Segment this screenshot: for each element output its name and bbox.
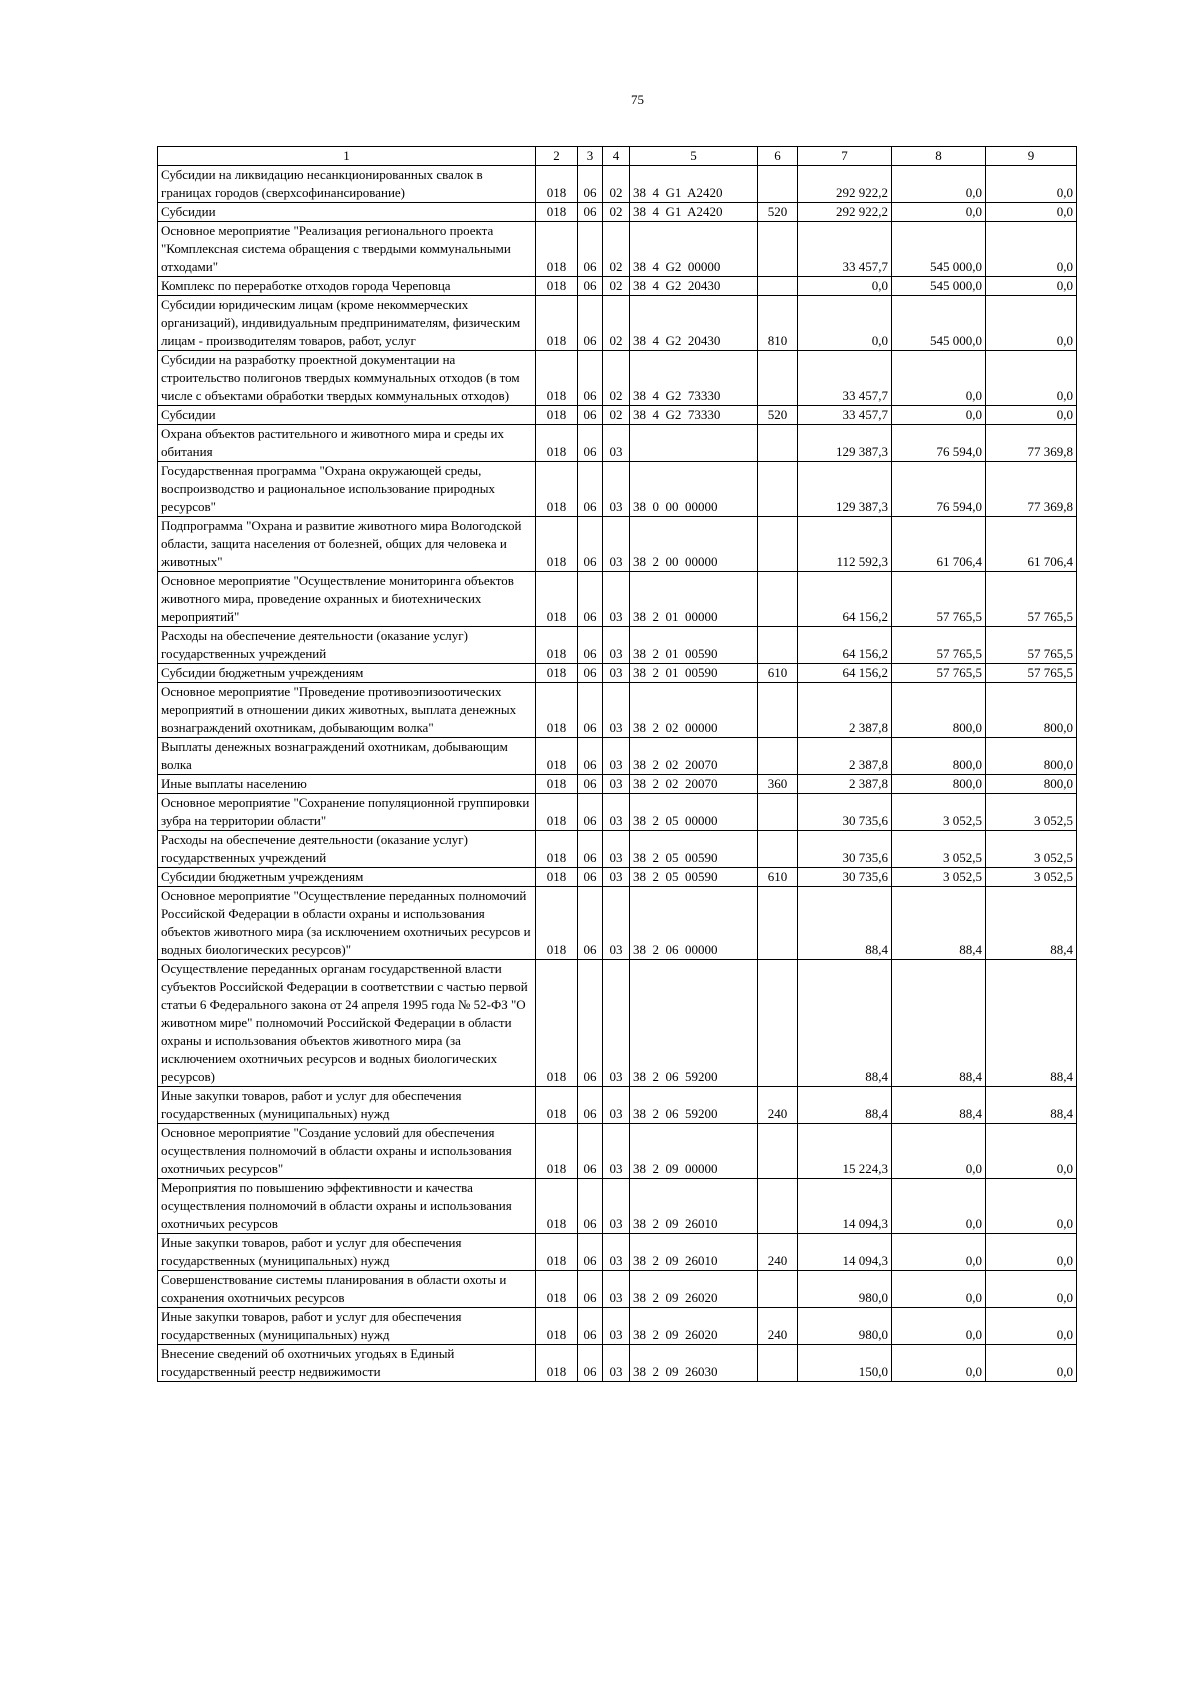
amount-year3-cell: 800,0 — [986, 683, 1077, 738]
target-article-cell: 38 2 05 00590 — [630, 868, 758, 887]
target-article-cell: 38 2 09 00000 — [630, 1124, 758, 1179]
admin-code-cell: 018 — [536, 794, 578, 831]
target-article-cell: 38 2 02 00000 — [630, 683, 758, 738]
target-article-cell: 38 2 09 26020 — [630, 1271, 758, 1308]
table-row — [158, 775, 1077, 794]
header-cell: 8 — [892, 147, 986, 166]
amount-year1-cell: 0,0 — [798, 277, 892, 296]
table-body — [158, 166, 1077, 1382]
row-name-cell: Совершенствование системы планирования в области охоты и сохранения охотничьих ресурсов — [158, 1271, 536, 1308]
subsection-code-cell: 03 — [603, 1124, 630, 1179]
section-code-cell: 06 — [578, 794, 603, 831]
target-article-cell: 38 2 01 00000 — [630, 572, 758, 627]
amount-year3-cell: 88,4 — [986, 960, 1077, 1087]
section-code-cell: 06 — [578, 1308, 603, 1345]
row-name-cell: Иные выплаты населению — [158, 775, 536, 794]
amount-year2-cell: 0,0 — [892, 406, 986, 425]
amount-year1-cell: 129 387,3 — [798, 462, 892, 517]
table-row — [158, 166, 1077, 203]
section-code-cell: 06 — [578, 1271, 603, 1308]
table-row — [158, 351, 1077, 406]
section-code-cell: 06 — [578, 887, 603, 960]
section-code-cell: 06 — [578, 664, 603, 683]
amount-year1-cell: 2 387,8 — [798, 738, 892, 775]
table-row — [158, 868, 1077, 887]
admin-code-cell: 018 — [536, 277, 578, 296]
amount-year1-cell: 64 156,2 — [798, 627, 892, 664]
subsection-code-cell: 03 — [603, 1345, 630, 1382]
target-article-cell: 38 4 G1 A2420 — [630, 203, 758, 222]
section-code-cell: 06 — [578, 683, 603, 738]
expense-type-cell: 240 — [758, 1234, 798, 1271]
section-code-cell: 06 — [578, 627, 603, 664]
amount-year3-cell: 0,0 — [986, 1124, 1077, 1179]
expense-type-cell — [758, 462, 798, 517]
amount-year1-cell: 33 457,7 — [798, 406, 892, 425]
amount-year1-cell: 33 457,7 — [798, 222, 892, 277]
row-name-cell: Субсидии юридическим лицам (кроме некоммерческих организаций), индивидуальным предпринимателям, физическим лицам - производителям товаров, работ, услуг — [158, 296, 536, 351]
amount-year1-cell: 292 922,2 — [798, 203, 892, 222]
amount-year1-cell: 129 387,3 — [798, 425, 892, 462]
amount-year3-cell: 0,0 — [986, 1271, 1077, 1308]
admin-code-cell: 018 — [536, 1234, 578, 1271]
target-article-cell: 38 2 01 00590 — [630, 664, 758, 683]
admin-code-cell: 018 — [536, 296, 578, 351]
row-name-cell: Основное мероприятие "Создание условий для обеспечения осуществления полномочий в области охраны и использования охотничьих ресурсов" — [158, 1124, 536, 1179]
amount-year1-cell: 30 735,6 — [798, 831, 892, 868]
subsection-code-cell: 03 — [603, 1308, 630, 1345]
amount-year1-cell: 64 156,2 — [798, 664, 892, 683]
admin-code-cell: 018 — [536, 831, 578, 868]
subsection-code-cell: 02 — [603, 406, 630, 425]
subsection-code-cell: 02 — [603, 203, 630, 222]
row-name-cell: Субсидии на ликвидацию несанкционированных свалок в границах городов (сверхсофинансирование) — [158, 166, 536, 203]
subsection-code-cell: 03 — [603, 425, 630, 462]
subsection-code-cell: 03 — [603, 1234, 630, 1271]
row-name-cell: Расходы на обеспечение деятельности (оказание услуг) государственных учреждений — [158, 627, 536, 664]
amount-year2-cell: 0,0 — [892, 1308, 986, 1345]
table-row — [158, 738, 1077, 775]
expense-type-cell — [758, 960, 798, 1087]
subsection-code-cell: 03 — [603, 683, 630, 738]
amount-year2-cell: 0,0 — [892, 166, 986, 203]
subsection-code-cell: 03 — [603, 794, 630, 831]
expense-type-cell — [758, 887, 798, 960]
amount-year1-cell: 15 224,3 — [798, 1124, 892, 1179]
subsection-code-cell: 02 — [603, 296, 630, 351]
amount-year3-cell: 3 052,5 — [986, 794, 1077, 831]
section-code-cell: 06 — [578, 1087, 603, 1124]
table-row — [158, 1234, 1077, 1271]
subsection-code-cell: 03 — [603, 1271, 630, 1308]
row-name-cell: Основное мероприятие "Сохранение популяционной группировки зубра на территории области" — [158, 794, 536, 831]
amount-year2-cell: 3 052,5 — [892, 868, 986, 887]
subsection-code-cell: 03 — [603, 517, 630, 572]
expense-type-cell — [758, 166, 798, 203]
target-article-cell: 38 4 G2 20430 — [630, 296, 758, 351]
amount-year3-cell: 0,0 — [986, 1308, 1077, 1345]
amount-year2-cell: 88,4 — [892, 960, 986, 1087]
admin-code-cell: 018 — [536, 1308, 578, 1345]
admin-code-cell: 018 — [536, 664, 578, 683]
target-article-cell: 38 4 G2 00000 — [630, 222, 758, 277]
expense-type-cell — [758, 794, 798, 831]
table-row — [158, 296, 1077, 351]
amount-year1-cell: 64 156,2 — [798, 572, 892, 627]
table-row — [158, 462, 1077, 517]
table-row — [158, 1308, 1077, 1345]
row-name-cell: Субсидии — [158, 406, 536, 425]
expense-type-cell — [758, 351, 798, 406]
amount-year3-cell: 61 706,4 — [986, 517, 1077, 572]
amount-year3-cell: 0,0 — [986, 203, 1077, 222]
admin-code-cell: 018 — [536, 572, 578, 627]
admin-code-cell: 018 — [536, 1124, 578, 1179]
row-name-cell: Основное мероприятие "Проведение противоэпизоотических мероприятий в отношении диких животных, выплата денежных вознаграждений охотникам, добывающим волка" — [158, 683, 536, 738]
admin-code-cell: 018 — [536, 406, 578, 425]
amount-year3-cell: 800,0 — [986, 775, 1077, 794]
amount-year3-cell: 3 052,5 — [986, 831, 1077, 868]
amount-year2-cell: 545 000,0 — [892, 277, 986, 296]
expense-type-cell: 810 — [758, 296, 798, 351]
table-row — [158, 1345, 1077, 1382]
expense-type-cell — [758, 683, 798, 738]
header-cell: 7 — [798, 147, 892, 166]
expense-type-cell: 520 — [758, 406, 798, 425]
amount-year1-cell: 2 387,8 — [798, 683, 892, 738]
amount-year3-cell: 57 765,5 — [986, 664, 1077, 683]
row-name-cell: Основное мероприятие "Осуществление переданных полномочий Российской Федерации в области охраны и использования объектов животного мира (за исключением охотничьих ресурсов и водных биологических ресурсов)" — [158, 887, 536, 960]
target-article-cell: 38 2 02 20070 — [630, 738, 758, 775]
row-name-cell: Иные закупки товаров, работ и услуг для обеспечения государственных (муниципальных) нужд — [158, 1234, 536, 1271]
amount-year2-cell: 545 000,0 — [892, 222, 986, 277]
amount-year1-cell: 88,4 — [798, 960, 892, 1087]
target-article-cell: 38 2 09 26010 — [630, 1234, 758, 1271]
row-name-cell: Подпрограмма "Охрана и развитие животного мира Вологодской области, защита населения от болезней, общих для человека и животных" — [158, 517, 536, 572]
section-code-cell: 06 — [578, 572, 603, 627]
amount-year3-cell: 0,0 — [986, 166, 1077, 203]
target-article-cell: 38 4 G2 73330 — [630, 351, 758, 406]
subsection-code-cell: 03 — [603, 831, 630, 868]
admin-code-cell: 018 — [536, 166, 578, 203]
target-article-cell: 38 0 00 00000 — [630, 462, 758, 517]
row-name-cell: Мероприятия по повышению эффективности и качества осуществления полномочий в области охраны и использования охотничьих ресурсов — [158, 1179, 536, 1234]
row-name-cell: Основное мероприятие "Реализация регионального проекта "Комплексная система обращения с твердыми коммунальными отходами" — [158, 222, 536, 277]
table-row — [158, 1271, 1077, 1308]
row-name-cell: Субсидии — [158, 203, 536, 222]
admin-code-cell: 018 — [536, 627, 578, 664]
expense-type-cell — [758, 517, 798, 572]
section-code-cell: 06 — [578, 296, 603, 351]
section-code-cell: 06 — [578, 462, 603, 517]
header-cell: 3 — [578, 147, 603, 166]
amount-year1-cell: 88,4 — [798, 1087, 892, 1124]
amount-year2-cell: 57 765,5 — [892, 664, 986, 683]
section-code-cell: 06 — [578, 425, 603, 462]
admin-code-cell: 018 — [536, 775, 578, 794]
amount-year1-cell: 30 735,6 — [798, 794, 892, 831]
header-cell: 2 — [536, 147, 578, 166]
row-name-cell: Субсидии на разработку проектной документации на строительство полигонов твердых коммунальных отходов (в том числе с объектами обработки твердых коммунальных отходов) — [158, 351, 536, 406]
section-code-cell: 06 — [578, 1345, 603, 1382]
section-code-cell: 06 — [578, 517, 603, 572]
amount-year1-cell: 33 457,7 — [798, 351, 892, 406]
target-article-cell: 38 4 G2 73330 — [630, 406, 758, 425]
amount-year1-cell: 14 094,3 — [798, 1234, 892, 1271]
header-cell: 9 — [986, 147, 1077, 166]
admin-code-cell: 018 — [536, 1179, 578, 1234]
admin-code-cell: 018 — [536, 887, 578, 960]
amount-year2-cell: 0,0 — [892, 1345, 986, 1382]
table-row — [158, 683, 1077, 738]
amount-year3-cell: 88,4 — [986, 1087, 1077, 1124]
admin-code-cell: 018 — [536, 1087, 578, 1124]
row-name-cell: Выплаты денежных вознаграждений охотникам, добывающим волка — [158, 738, 536, 775]
table-row — [158, 406, 1077, 425]
table-row — [158, 1087, 1077, 1124]
table-row — [158, 572, 1077, 627]
amount-year1-cell: 14 094,3 — [798, 1179, 892, 1234]
amount-year1-cell: 292 922,2 — [798, 166, 892, 203]
amount-year2-cell: 76 594,0 — [892, 462, 986, 517]
header-cell: 1 — [158, 147, 536, 166]
admin-code-cell: 018 — [536, 1271, 578, 1308]
section-code-cell: 06 — [578, 277, 603, 296]
amount-year3-cell: 0,0 — [986, 1345, 1077, 1382]
amount-year1-cell: 112 592,3 — [798, 517, 892, 572]
row-name-cell: Комплекс по переработке отходов города Череповца — [158, 277, 536, 296]
row-name-cell: Субсидии бюджетным учреждениям — [158, 664, 536, 683]
amount-year3-cell: 0,0 — [986, 1234, 1077, 1271]
expense-type-cell — [758, 222, 798, 277]
section-code-cell: 06 — [578, 166, 603, 203]
amount-year2-cell: 800,0 — [892, 738, 986, 775]
target-article-cell: 38 2 06 59200 — [630, 1087, 758, 1124]
section-code-cell: 06 — [578, 1234, 603, 1271]
row-name-cell: Иные закупки товаров, работ и услуг для обеспечения государственных (муниципальных) нужд — [158, 1087, 536, 1124]
expense-type-cell — [758, 425, 798, 462]
table-row — [158, 425, 1077, 462]
subsection-code-cell: 03 — [603, 887, 630, 960]
amount-year3-cell: 0,0 — [986, 351, 1077, 406]
amount-year3-cell: 3 052,5 — [986, 868, 1077, 887]
table-row — [158, 960, 1077, 1087]
amount-year2-cell: 3 052,5 — [892, 794, 986, 831]
row-name-cell: Основное мероприятие "Осуществление мониторинга объектов животного мира, проведение охранных и биотехнических мероприятий" — [158, 572, 536, 627]
admin-code-cell: 018 — [536, 517, 578, 572]
amount-year3-cell: 800,0 — [986, 738, 1077, 775]
target-article-cell: 38 2 06 59200 — [630, 960, 758, 1087]
amount-year2-cell: 0,0 — [892, 1124, 986, 1179]
expense-type-cell — [758, 1124, 798, 1179]
row-name-cell: Охрана объектов растительного и животного мира и среды их обитания — [158, 425, 536, 462]
table-row — [158, 664, 1077, 683]
amount-year2-cell: 0,0 — [892, 1271, 986, 1308]
table-row — [158, 277, 1077, 296]
section-code-cell: 06 — [578, 868, 603, 887]
row-name-cell: Иные закупки товаров, работ и услуг для обеспечения государственных (муниципальных) нужд — [158, 1308, 536, 1345]
section-code-cell: 06 — [578, 222, 603, 277]
admin-code-cell: 018 — [536, 738, 578, 775]
target-article-cell: 38 2 09 26030 — [630, 1345, 758, 1382]
admin-code-cell: 018 — [536, 462, 578, 517]
expense-type-cell — [758, 1345, 798, 1382]
table-row — [158, 222, 1077, 277]
header-cell: 4 — [603, 147, 630, 166]
page-number: 75 — [631, 92, 644, 107]
subsection-code-cell: 03 — [603, 664, 630, 683]
amount-year2-cell: 88,4 — [892, 887, 986, 960]
target-article-cell: 38 4 G2 20430 — [630, 277, 758, 296]
admin-code-cell: 018 — [536, 960, 578, 1087]
target-article-cell: 38 2 09 26020 — [630, 1308, 758, 1345]
admin-code-cell: 018 — [536, 868, 578, 887]
amount-year1-cell: 980,0 — [798, 1308, 892, 1345]
target-article-cell: 38 2 05 00590 — [630, 831, 758, 868]
expense-type-cell — [758, 831, 798, 868]
expense-type-cell — [758, 1271, 798, 1308]
table-row — [158, 203, 1077, 222]
expense-type-cell — [758, 738, 798, 775]
amount-year3-cell: 57 765,5 — [986, 572, 1077, 627]
table-row — [158, 887, 1077, 960]
subsection-code-cell: 03 — [603, 775, 630, 794]
amount-year1-cell: 30 735,6 — [798, 868, 892, 887]
row-name-cell: Внесение сведений об охотничьих угодьях в Единый государственный реестр недвижимости — [158, 1345, 536, 1382]
admin-code-cell: 018 — [536, 351, 578, 406]
target-article-cell: 38 2 09 26010 — [630, 1179, 758, 1234]
amount-year2-cell: 76 594,0 — [892, 425, 986, 462]
admin-code-cell: 018 — [536, 425, 578, 462]
header-cell: 5 — [630, 147, 758, 166]
section-code-cell: 06 — [578, 203, 603, 222]
amount-year1-cell: 980,0 — [798, 1271, 892, 1308]
header-row — [158, 147, 1077, 166]
amount-year3-cell: 0,0 — [986, 277, 1077, 296]
table-row — [158, 627, 1077, 664]
subsection-code-cell: 03 — [603, 960, 630, 1087]
expense-type-cell — [758, 277, 798, 296]
table-row — [158, 1124, 1077, 1179]
admin-code-cell: 018 — [536, 1345, 578, 1382]
section-code-cell: 06 — [578, 1124, 603, 1179]
target-article-cell: 38 2 05 00000 — [630, 794, 758, 831]
table-row — [158, 794, 1077, 831]
header-cell: 6 — [758, 147, 798, 166]
amount-year2-cell: 57 765,5 — [892, 572, 986, 627]
subsection-code-cell: 03 — [603, 627, 630, 664]
expense-type-cell — [758, 572, 798, 627]
section-code-cell: 06 — [578, 960, 603, 1087]
subsection-code-cell: 02 — [603, 222, 630, 277]
row-name-cell: Субсидии бюджетным учреждениям — [158, 868, 536, 887]
section-code-cell: 06 — [578, 406, 603, 425]
target-article-cell: 38 4 G1 A2420 — [630, 166, 758, 203]
amount-year3-cell: 88,4 — [986, 887, 1077, 960]
amount-year1-cell: 2 387,8 — [798, 775, 892, 794]
row-name-cell: Расходы на обеспечение деятельности (оказание услуг) государственных учреждений — [158, 831, 536, 868]
admin-code-cell: 018 — [536, 203, 578, 222]
subsection-code-cell: 03 — [603, 572, 630, 627]
subsection-code-cell: 02 — [603, 351, 630, 406]
amount-year2-cell: 0,0 — [892, 1234, 986, 1271]
subsection-code-cell: 03 — [603, 738, 630, 775]
expense-type-cell: 360 — [758, 775, 798, 794]
expense-type-cell: 240 — [758, 1087, 798, 1124]
section-code-cell: 06 — [578, 831, 603, 868]
row-name-cell: Государственная программа "Охрана окружающей среды, воспроизводство и рациональное использование природных ресурсов" — [158, 462, 536, 517]
target-article-cell: 38 2 01 00590 — [630, 627, 758, 664]
target-article-cell: 38 2 00 00000 — [630, 517, 758, 572]
admin-code-cell: 018 — [536, 683, 578, 738]
amount-year1-cell: 0,0 — [798, 296, 892, 351]
amount-year2-cell: 3 052,5 — [892, 831, 986, 868]
amount-year2-cell: 61 706,4 — [892, 517, 986, 572]
subsection-code-cell: 03 — [603, 1179, 630, 1234]
amount-year3-cell: 0,0 — [986, 296, 1077, 351]
amount-year1-cell: 150,0 — [798, 1345, 892, 1382]
section-code-cell: 06 — [578, 775, 603, 794]
target-article-cell: 38 2 06 00000 — [630, 887, 758, 960]
expense-type-cell — [758, 627, 798, 664]
subsection-code-cell: 03 — [603, 868, 630, 887]
amount-year3-cell: 77 369,8 — [986, 462, 1077, 517]
expense-type-cell: 240 — [758, 1308, 798, 1345]
amount-year3-cell: 0,0 — [986, 406, 1077, 425]
amount-year1-cell: 88,4 — [798, 887, 892, 960]
section-code-cell: 06 — [578, 1179, 603, 1234]
amount-year3-cell: 0,0 — [986, 1179, 1077, 1234]
expense-type-cell: 610 — [758, 868, 798, 887]
amount-year2-cell: 0,0 — [892, 1179, 986, 1234]
amount-year2-cell: 0,0 — [892, 351, 986, 406]
subsection-code-cell: 02 — [603, 166, 630, 203]
section-code-cell: 06 — [578, 738, 603, 775]
subsection-code-cell: 03 — [603, 462, 630, 517]
amount-year2-cell: 88,4 — [892, 1087, 986, 1124]
table-row — [158, 517, 1077, 572]
expense-type-cell: 520 — [758, 203, 798, 222]
admin-code-cell: 018 — [536, 222, 578, 277]
table-row — [158, 1179, 1077, 1234]
expense-type-cell — [758, 1179, 798, 1234]
target-article-cell — [630, 425, 758, 462]
amount-year2-cell: 57 765,5 — [892, 627, 986, 664]
amount-year3-cell: 0,0 — [986, 222, 1077, 277]
table-row — [158, 831, 1077, 868]
expense-type-cell: 610 — [758, 664, 798, 683]
amount-year3-cell: 77 369,8 — [986, 425, 1077, 462]
amount-year2-cell: 0,0 — [892, 203, 986, 222]
row-name-cell: Осуществление переданных органам государственной власти субъектов Российской Федерации в соответствии с частью первой статьи 6 Федерального закона от 24 апреля 1995 года № 52-ФЗ "О животном мире" полномочий Российской Федерации в области охраны и использования объектов животного мира (за исключением охотничьих ресурсов и водных биологических ресурсов) — [158, 960, 536, 1087]
amount-year2-cell: 800,0 — [892, 683, 986, 738]
amount-year2-cell: 800,0 — [892, 775, 986, 794]
amount-year2-cell: 545 000,0 — [892, 296, 986, 351]
budget-table — [157, 146, 1077, 1382]
subsection-code-cell: 03 — [603, 1087, 630, 1124]
section-code-cell: 06 — [578, 351, 603, 406]
amount-year3-cell: 57 765,5 — [986, 627, 1077, 664]
subsection-code-cell: 02 — [603, 277, 630, 296]
target-article-cell: 38 2 02 20070 — [630, 775, 758, 794]
